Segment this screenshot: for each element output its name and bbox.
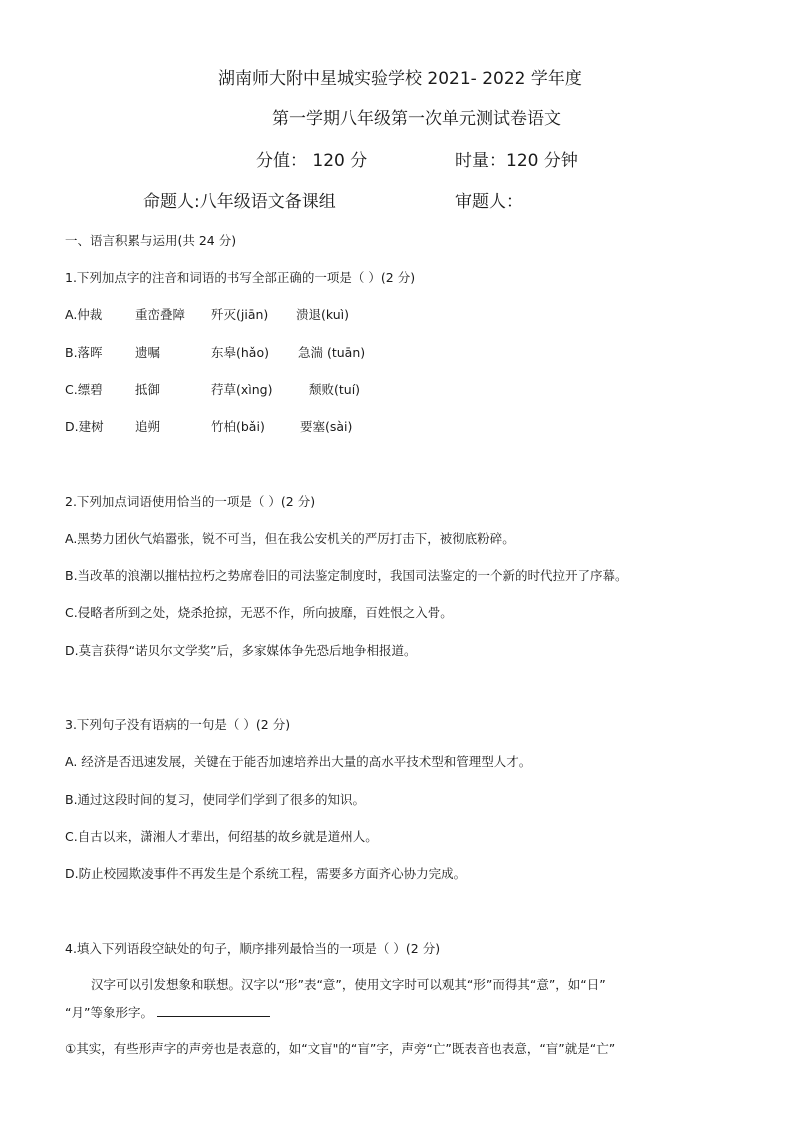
q4-item-1: ①其实，有些形声字的声旁也是表意的，如“文盲"的“盲”字，声旁“亡”既表音也表意，“盲”就是“亡” [65, 1041, 616, 1056]
q3-stem: 3.下列句子没有语病的一句是（ ）(2 分) [65, 717, 291, 732]
q1-b-word1: B.落晖 [65, 345, 103, 360]
q1-a-word1: A.仲裁 [65, 307, 103, 322]
q2-option-b: B.当改革的浪潮以摧枯拉朽之势席卷旧的司法鉴定制度时，我国司法鉴定的一个新的时代拉开了序幕。 [65, 568, 628, 583]
q3-option-a: A. 经济是否迅速发展，关键在于能否加速培养出大量的高水平技术型和管理型人才。 [65, 754, 532, 769]
q2-option-c: C.侵略者所到之处，烧杀抢掠，无恶不作，所向披靡，百姓恨之入骨。 [65, 605, 453, 620]
q2-stem: 2.下列加点词语使用恰当的一项是（ ）(2 分) [65, 494, 316, 509]
q1-a-word3: 歼灭(jiān) [211, 307, 269, 322]
q1-c-word1: C.缥碧 [65, 382, 103, 397]
school-title: 湖南师大附中星城实验学校 2021- 2022 学年度 [218, 69, 582, 89]
q4-passage-line2-text: “月”等象形字。 [65, 1005, 153, 1020]
section-title: 一、语言积累与运用(共 24 分) [65, 233, 237, 248]
q1-stem: 1.下列加点字的注音和词语的书写全部正确的一项是（ ）(2 分) [65, 270, 416, 285]
q4-passage-line1: 汉字可以引发想象和联想。汉字以“形”表“意”，使用文字时可以观其“形”而得其“意”，如“日” [91, 977, 606, 992]
q1-b-word4: 急湍 (tuān) [298, 345, 366, 360]
q4-passage-line2 [65, 1002, 270, 1021]
q3-option-b: B.通过这段时间的复习，使同学们学到了很多的知识。 [65, 792, 366, 807]
q1-a-word2: 重峦叠障 [135, 307, 186, 322]
q2-option-d: D.莫言获得“诺贝尔文学奖”后，多家媒体争先恐后地争相报道。 [65, 643, 417, 658]
q1-d-word2: 追朔 [135, 419, 161, 434]
setter-label: 命题人:八年级语文备课组 [143, 192, 336, 212]
q1-c-word3: 荇草(xìng) [211, 382, 273, 397]
q4-stem: 4.填入下列语段空缺处的句子，顺序排列最恰当的一项是（ ）(2 分) [65, 941, 441, 956]
q1-d-word4: 要塞(sài) [300, 419, 353, 434]
reviewer-label: 审题人： [455, 192, 523, 212]
q1-d-word1: D.建树 [65, 419, 104, 434]
q2-option-a: A.黑势力团伙气焰嚣张，锐不可当，但在我公安机关的严厉打击下，被彻底粉碎。 [65, 531, 515, 546]
q1-d-word3: 竹柏(bǎi) [211, 419, 265, 434]
time-label: 时量：120 分钟 [455, 151, 578, 171]
exam-title: 第一学期八年级第一次单元测试卷语文 [272, 109, 561, 129]
q4-answer-blank[interactable] [157, 1002, 270, 1017]
score-label: 分值： 120 分 [256, 151, 368, 171]
q1-b-word2: 遗嘱 [135, 345, 161, 360]
q3-option-c: C.自古以来，潇湘人才辈出，何绍基的故乡就是道州人。 [65, 829, 378, 844]
q3-option-d: D.防止校园欺凌事件不再发生是个系统工程，需要多方面齐心协力完成。 [65, 866, 467, 881]
q1-a-word4: 溃退(kuì) [296, 307, 350, 322]
q1-b-word3: 东皋(hǎo) [211, 345, 269, 360]
q1-c-word2: 抵御 [135, 382, 161, 397]
q1-c-word4: 颓败(tuí) [309, 382, 361, 397]
